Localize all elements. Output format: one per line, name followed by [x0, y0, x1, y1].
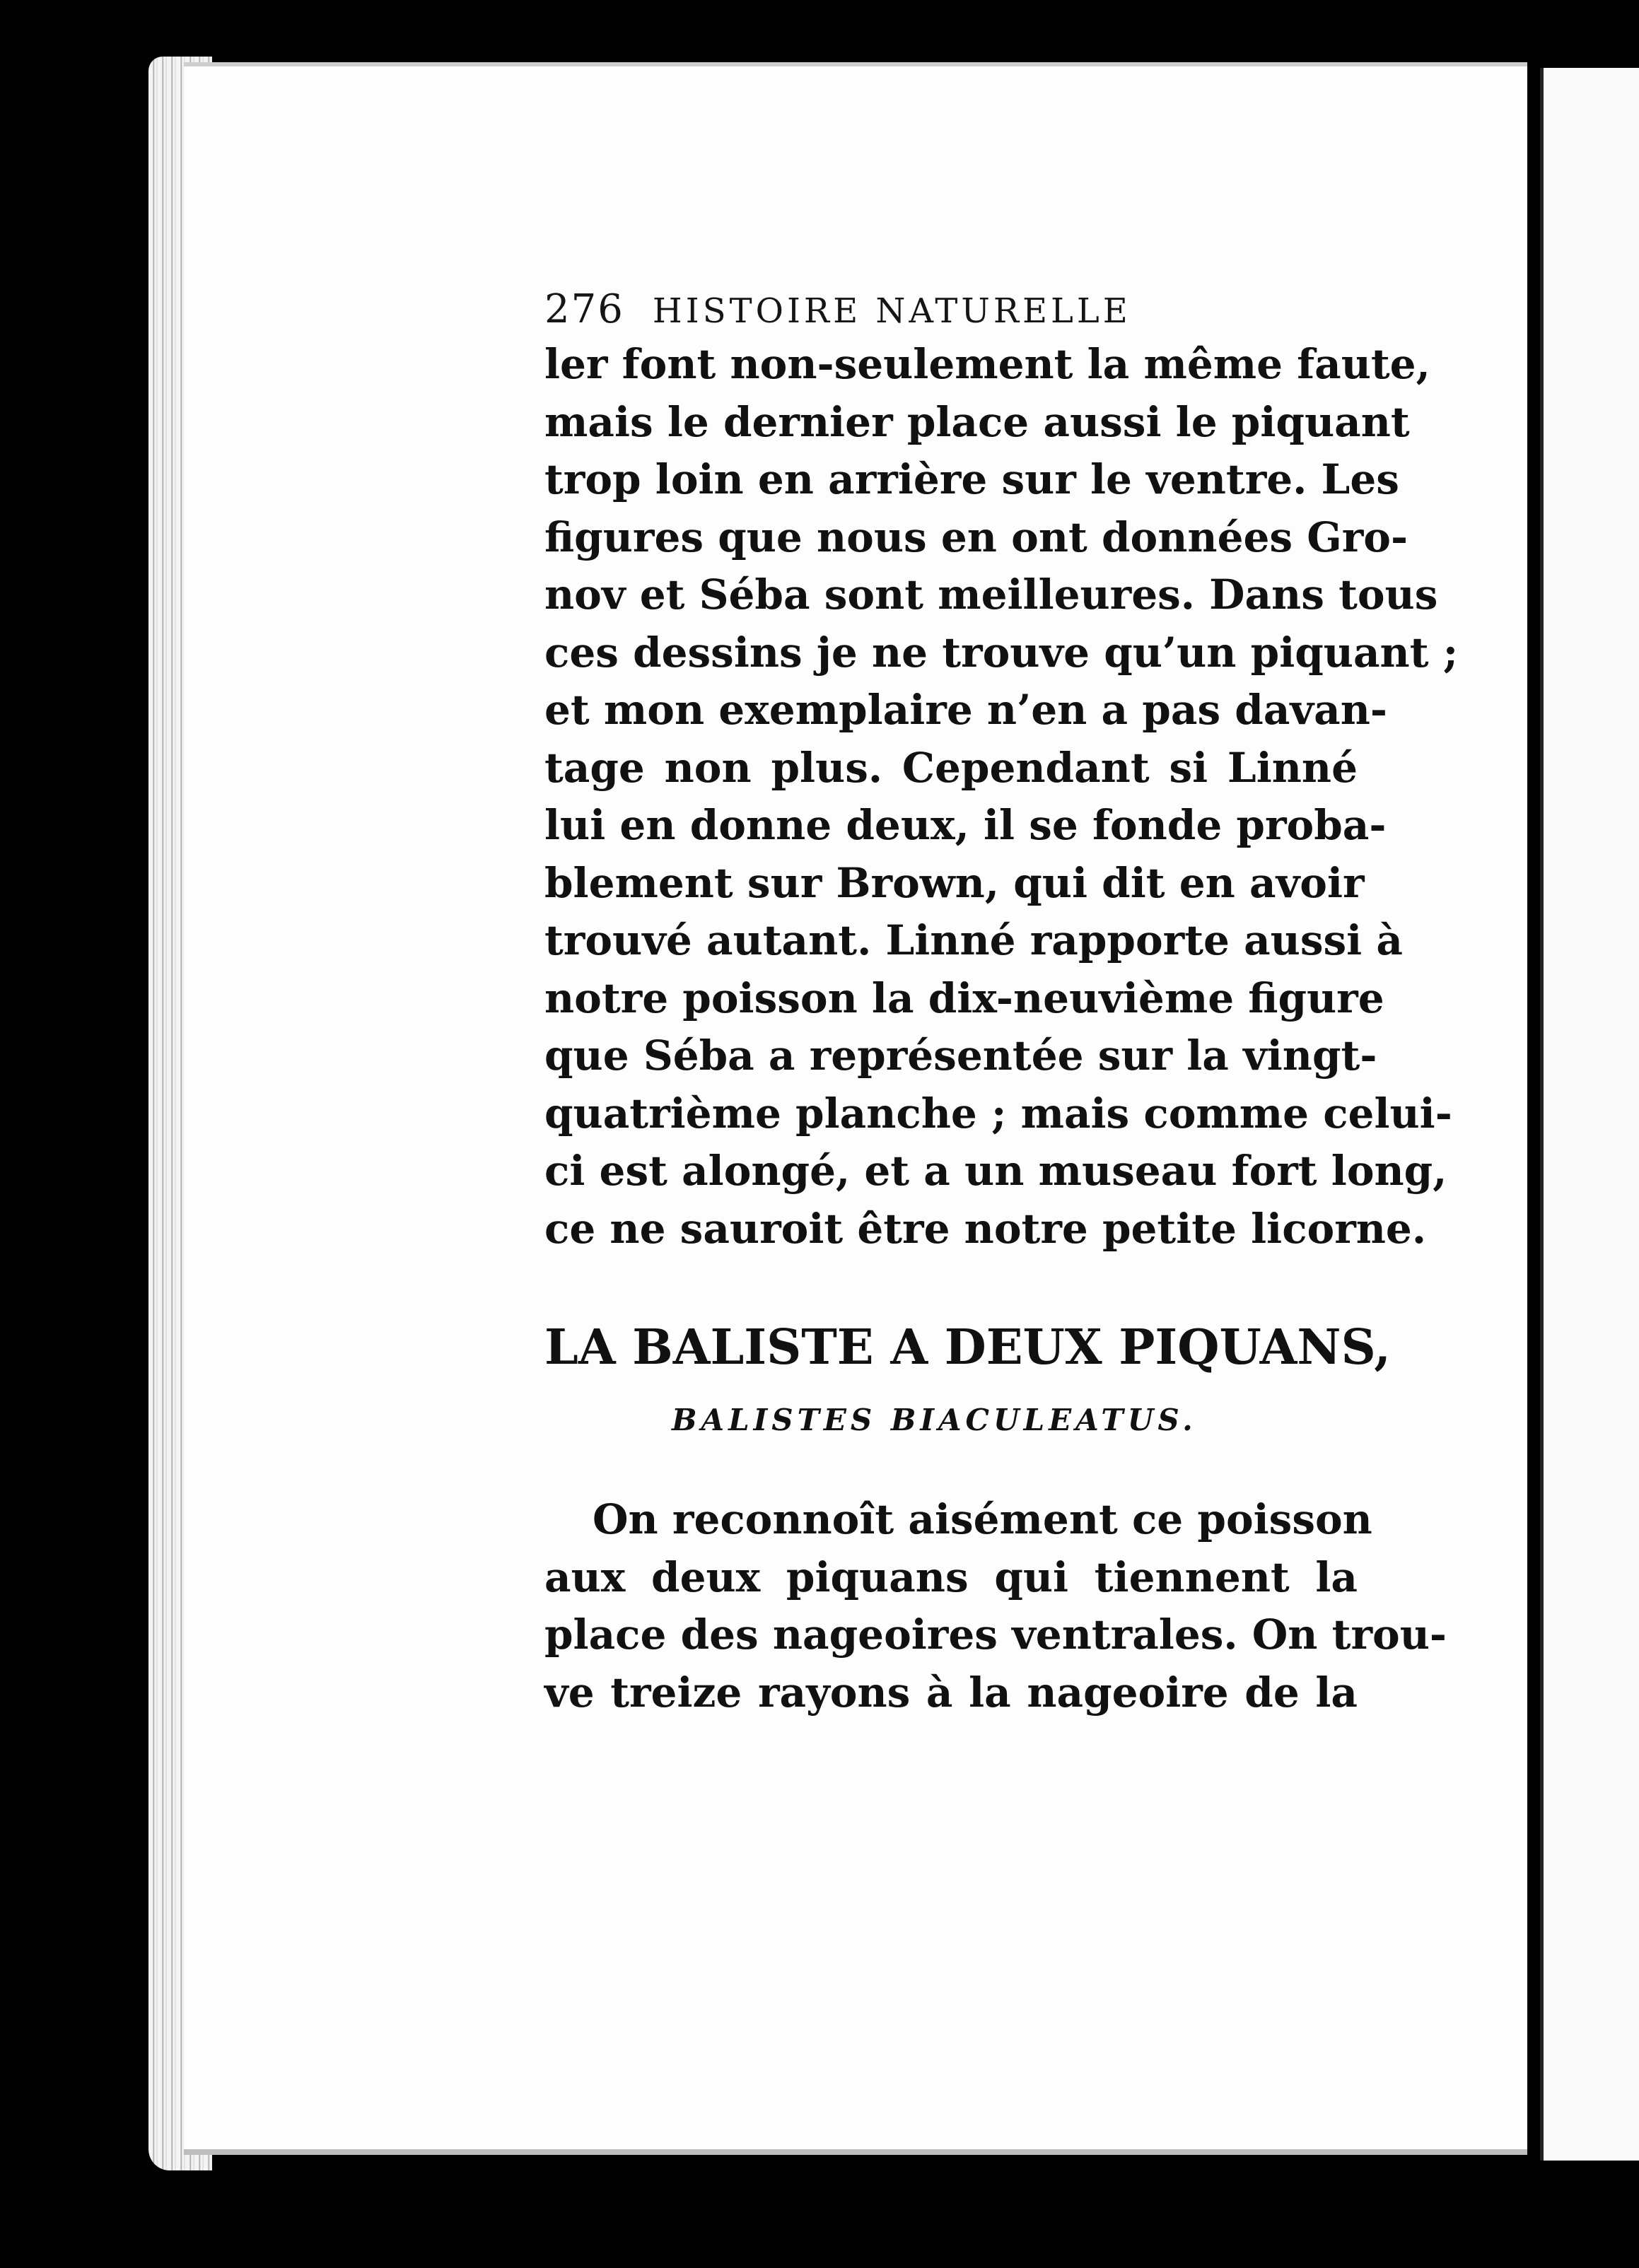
text-line: ler font non-seulement la même faute, [544, 340, 1430, 388]
text-line: trop loin en arrière sur le ventre. Les [544, 455, 1399, 503]
text-line: place des nageoires ventrales. On trou- [544, 1611, 1447, 1659]
text-line: et mon exemplaire n’en a pas davan- [544, 686, 1387, 734]
paragraph-text [544, 1491, 1447, 1722]
text-line: ve treize rayons à la nageoire de la [544, 1668, 1358, 1717]
text-line: quatrième planche ; mais comme celui- [544, 1089, 1452, 1138]
text-line: On reconnoît aisément ce poisson [593, 1495, 1372, 1543]
next-page-edge [1540, 68, 1639, 2161]
text-line: ces dessins je ne trouve qu’un piquant ; [544, 628, 1459, 677]
page-number: 276 [544, 286, 624, 332]
text-line: ci est alongé, et a un museau fort long, [544, 1147, 1447, 1195]
section-heading: LA BALISTE A DEUX PIQUANS, [544, 1319, 1391, 1376]
running-head [544, 286, 1358, 336]
text-line: ce ne sauroit être notre petite licorne. [544, 1204, 1427, 1253]
text-line: tage non plus. Cependant si Linné [544, 743, 1358, 792]
running-title: HISTOIRE NATURELLE [652, 291, 1131, 331]
body-text [544, 336, 1459, 1258]
latin-name: BALISTES BIACULEATUS. [672, 1403, 1197, 1437]
text-line: figures que nous en ont données Gro- [544, 513, 1408, 561]
text-line: que Séba a représentée sur la vingt- [544, 1031, 1377, 1080]
text-line: notre poisson la dix-neuvième figure [544, 974, 1384, 1022]
text-line: mais le dernier place aussi le piquant [544, 397, 1410, 446]
text-line: nov et Séba sont meilleures. Dans tous [544, 571, 1438, 619]
text-line: aux deux piquans qui tiennent la [544, 1553, 1358, 1601]
text-line: lui en donne deux, il se fonde proba- [544, 801, 1387, 849]
text-block [544, 286, 1459, 1722]
text-line: blement sur Brown, qui dit en avoir [544, 858, 1365, 907]
text-line: trouvé autant. Linné rapporte aussi à [544, 916, 1403, 964]
